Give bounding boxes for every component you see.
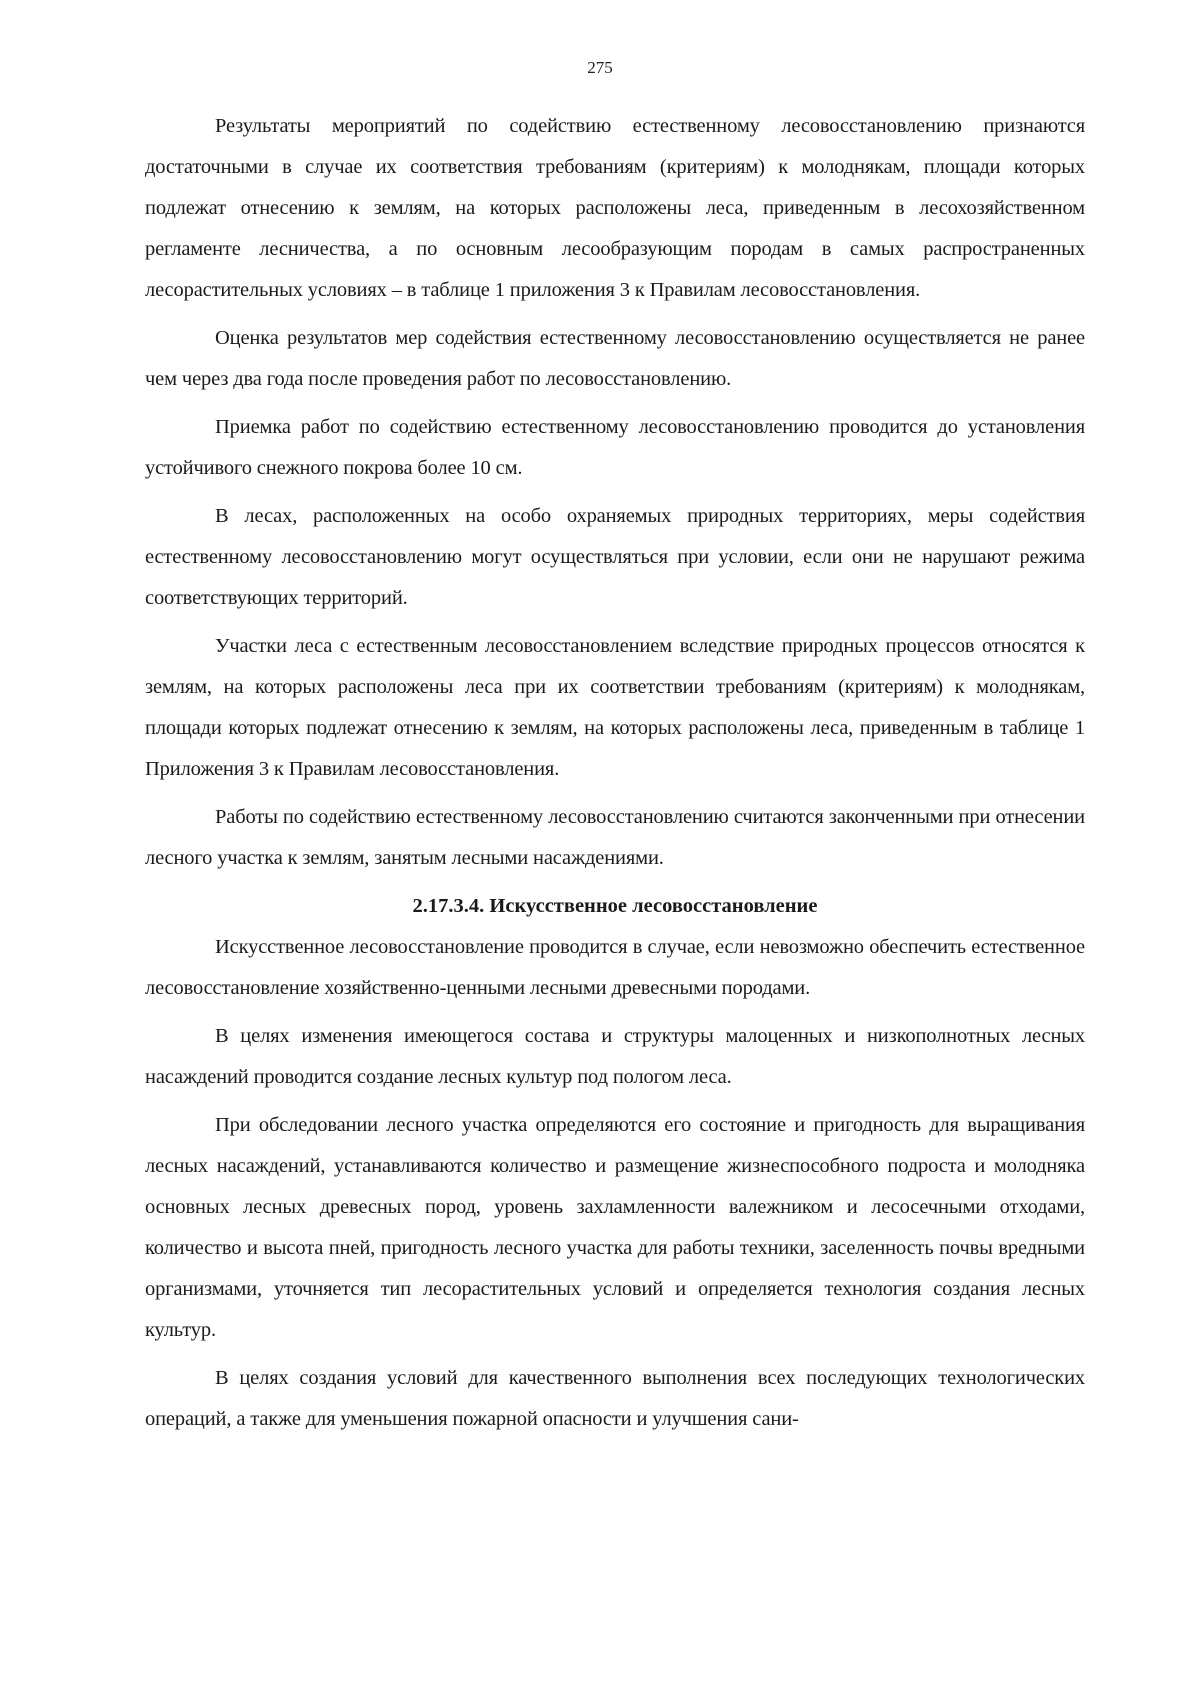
paragraph: Приемка работ по содействию естественному лесовосстановлению проводится до установления устойчивого снежного покрова более 10 см. — [145, 416, 1085, 479]
paragraph: Оценка результатов мер содействия естественному лесовосстановлению осуществляется не ранее чем через два года после проведения работ по лесовосстановлению. — [145, 327, 1085, 390]
paragraph: В лесах, расположенных на особо охраняемых природных территориях, меры содействия естественному лесовосстановлению могут осуществляться при условии, если они не нарушают режима соответствующих территорий. — [145, 505, 1085, 609]
paragraph: В целях изменения имеющегося состава и структуры малоценных и низкополнотных лесных насаждений проводится создание лесных культур под пологом леса. — [145, 1025, 1085, 1088]
page-number: 275 — [587, 58, 613, 77]
paragraph: Результаты мероприятий по содействию естественному лесовосстановлению признаются достаточными в случае их соответствия требованиям (критериям) к молоднякам, площади которых подлежат отнесению к землям, на которых расположены леса, приведенным в лесохозяйственном регламенте лесничества, а по основным лесообразующим породам в самых распространенных лесорастительных условиях – в таблице 1 приложения 3 к Правилам лесовосстановления. — [145, 115, 1085, 301]
page-content — [145, 106, 1085, 1447]
paragraph: Работы по содействию естественному лесовосстановлению считаются законченными при отнесении лесного участка к землям, занятым лесными насаждениями. — [145, 806, 1085, 869]
paragraph: Участки леса с естественным лесовосстановлением вследствие природных процессов относятся к землям, на которых расположены леса при их соответствии требованиям (критериям) к молоднякам, площади которых подлежат отнесению к землям, на которых расположены леса, приведенным в таблице 1 Приложения 3 к Правилам лесовосстановления. — [145, 635, 1085, 780]
paragraph: Искусственное лесовосстановление проводится в случае, если невозможно обеспечить естественное лесовосстановление хозяйственно-ценными лесными древесными породами. — [145, 936, 1085, 999]
paragraph: При обследовании лесного участка определяются его состояние и пригодность для выращивания лесных насаждений, устанавливаются количество и размещение жизнеспособного подроста и молодняка основных лесных древесных пород, уровень захламленности валежником и лесосечными отходами, количество и высота пней, пригодность лесного участка для работы техники, заселенность почвы вредными организмами, уточняется тип лесорастительных условий и определяется технология создания лесных культур. — [145, 1114, 1085, 1341]
paragraph: В целях создания условий для качественного выполнения всех последующих технологических операций, а также для уменьшения пожарной опасности и улучшения сани- — [145, 1367, 1085, 1430]
section-heading: 2.17.3.4. Искусственное лесовосстановление — [412, 895, 818, 917]
